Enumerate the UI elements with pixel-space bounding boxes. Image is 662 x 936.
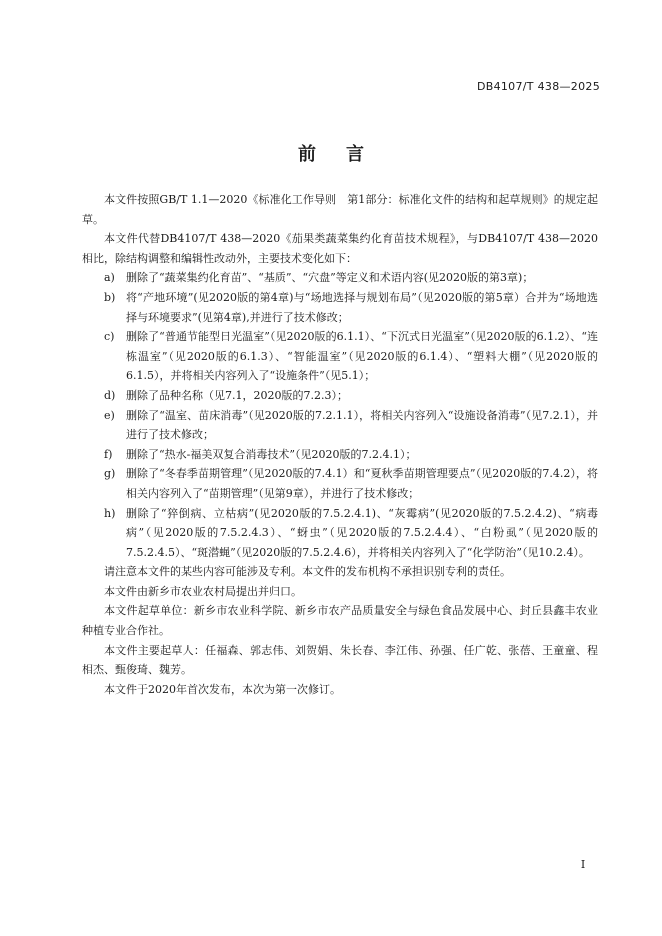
list-item: [82, 386, 598, 406]
list-item: [82, 504, 598, 563]
list-marker: g): [104, 467, 116, 481]
list-item-text: 删除了品种名称（见7.1，2020版的7.2.3）；: [126, 388, 348, 402]
list-item: [82, 445, 598, 465]
intro-paragraph: 本文件代替DB4107/T 438—2020《茄果类蔬菜集约化育苗技术规程》，与DB4107/T 438—2020相比，除结构调整和编辑性改动外，主要技术变化如下：: [82, 232, 598, 265]
list-item: [82, 327, 598, 386]
foreword-body: [82, 190, 598, 699]
list-item-text: 删除了“普通节能型日光温室”（见2020版的6.1.1）、“下沉式日光温室”（见2020版的6.1.2）、“连栋温室”（见2020版的6.1.3）、“智能温室”（见2020版的6.1.4）、“塑料大棚”（见2020版的6.1.5），并将相关内容列入了“设施条件”（见5.1）；: [126, 330, 598, 383]
list-item: [82, 288, 598, 327]
drafters: 本文件主要起草人：任福森、郭志伟、刘贺娟、朱长春、李江伟、孙强、任广乾、张蓓、王童童、程相杰、甄俊琦、魏芳。: [82, 643, 598, 677]
intro-paragraph: 本文件按照GB/T 1.1—2020《标准化工作导则 第1部分：标准化文件的结构和起草规则》的规定起草。: [82, 193, 598, 226]
list-marker: h): [104, 506, 116, 520]
list-item-text: 删除了“热水-福美双复合消毒技术”（见2020版的7.2.4.1）；: [126, 447, 417, 461]
list-marker: c): [104, 330, 115, 344]
change-list: [82, 268, 598, 562]
publication-history: 本文件于2020年首次发布，本次为第一次修订。: [104, 682, 341, 696]
page-number: I: [580, 858, 586, 871]
list-item: [82, 464, 598, 503]
list-item-text: 删除了“蔬菜集约化育苗”、“基质”、“穴盘”等定义和术语内容(见2020版的第3章)；: [126, 271, 534, 285]
standard-code: DB4107/T 438—2025: [476, 80, 600, 93]
list-marker: f): [104, 447, 113, 461]
list-item: [82, 268, 598, 288]
list-marker: b): [104, 290, 116, 304]
patent-notice: 请注意本文件的某些内容可能涉及专利。本文件的发布机构不承担识别专利的责任。: [104, 565, 511, 579]
list-item-text: 将“产地环境”(见2020版的第4章)与“场地选择与规划布局”（见2020版的第5章）合并为“场地选择与环境要求”(见第4章),并进行了技术修改；: [126, 290, 598, 324]
list-item: [82, 406, 598, 445]
list-item-text: 删除了“猝倒病、立枯病”(见2020版的7.5.2.4.1)、“灰霉病”(见2020版的7.5.2.4.2)、“病毒病”（见2020版的7.5.2.4.3）、“蚜虫”（见2020版的7.5.2.4.4）、“白粉虱”（见2020版的7.5.2.4.5）、“斑潜蝇”（见2020版的7.5.2.4.6），并将相关内容列入了“化学防治”（见10.2.4）。: [126, 506, 598, 559]
page-title: 前言: [298, 144, 394, 165]
list-marker: e): [104, 408, 115, 422]
list-marker: a): [104, 271, 115, 285]
list-item-text: 删除了“冬春季苗期管理”（见2020版的7.4.1）和“夏秋季苗期管理要点”（见2020版的7.4.2），将相关内容列入了“苗期管理”（见第9章），并进行了技术修改；: [126, 467, 598, 500]
drafting-units: 本文件起草单位：新乡市农业科学院、新乡市农产品质量安全与绿色食品发展中心、封丘县鑫丰农业种植专业合作社。: [82, 604, 598, 638]
list-item-text: 删除了“温室、苗床消毒”（见2020版的7.2.1.1），将相关内容列入“设施设备消毒”（见7.2.1），并进行了技术修改；: [126, 408, 598, 442]
list-marker: d): [104, 388, 116, 402]
proposer-statement: 本文件由新乡市农业农村局提出并归口。: [104, 584, 302, 598]
